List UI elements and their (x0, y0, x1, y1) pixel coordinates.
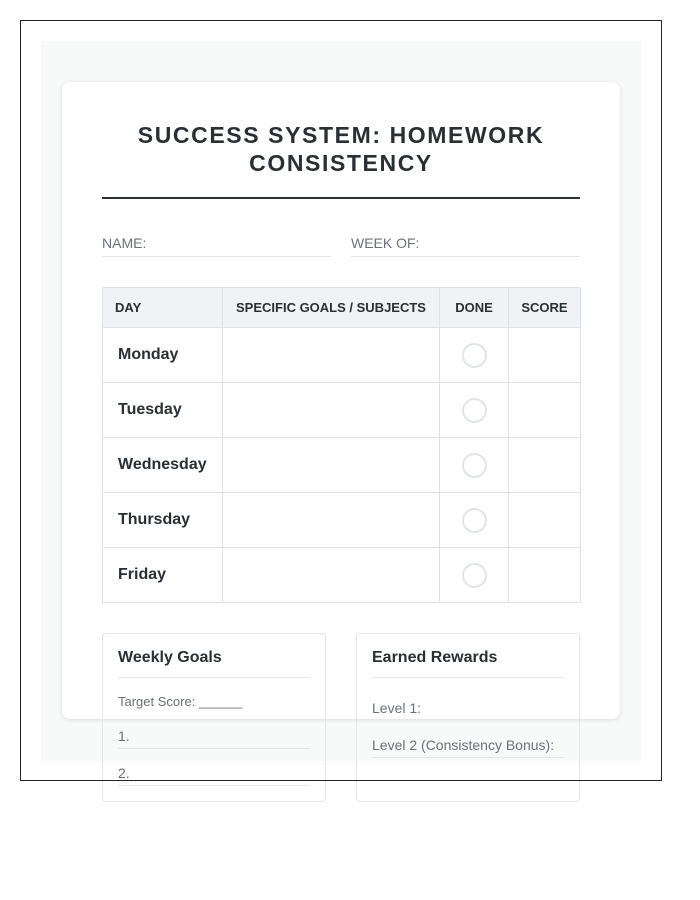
done-checkbox-circle[interactable] (462, 398, 487, 423)
target-score[interactable]: Target Score: ______ (118, 694, 243, 709)
goals-cell[interactable] (223, 493, 440, 548)
done-checkbox-circle[interactable] (462, 343, 487, 368)
score-cell[interactable] (509, 493, 581, 548)
done-cell[interactable] (440, 438, 509, 493)
week-of-field[interactable]: WEEK OF: (351, 235, 580, 257)
weekly-goals-box (102, 633, 326, 802)
goal-line-1[interactable]: 1. (118, 728, 310, 749)
goals-cell[interactable] (223, 383, 440, 438)
score-cell[interactable] (509, 383, 581, 438)
header-score: SCORE (509, 288, 581, 328)
day-name: Wednesday (103, 438, 223, 493)
homework-table (102, 287, 581, 603)
table-row (103, 383, 581, 438)
earned-rewards-title: Earned Rewards (372, 649, 564, 678)
header-day: DAY (103, 288, 223, 328)
page-title: SUCCESS SYSTEM: HOMEWORK CONSISTENCY (137, 122, 545, 176)
done-checkbox-circle[interactable] (462, 453, 487, 478)
done-checkbox-circle[interactable] (462, 508, 487, 533)
day-name: Friday (103, 548, 223, 603)
day-name: Monday (103, 328, 223, 383)
header-goals: SPECIFIC GOALS / SUBJECTS (223, 288, 440, 328)
goals-cell[interactable] (223, 328, 440, 383)
title-divider (102, 197, 580, 199)
day-name: Tuesday (103, 383, 223, 438)
table-row (103, 548, 581, 603)
score-cell[interactable] (509, 328, 581, 383)
table-row (103, 493, 581, 548)
goal-line-2[interactable]: 2. (118, 765, 310, 786)
day-name: Thursday (103, 493, 223, 548)
reward-level-2[interactable]: Level 2 (Consistency Bonus): (372, 737, 564, 758)
score-cell[interactable] (509, 548, 581, 603)
goals-cell[interactable] (223, 548, 440, 603)
done-checkbox-circle[interactable] (462, 563, 487, 588)
done-cell[interactable] (440, 548, 509, 603)
header-done: DONE (440, 288, 509, 328)
done-cell[interactable] (440, 328, 509, 383)
table-row (103, 438, 581, 493)
earned-rewards-box (356, 633, 580, 802)
weekly-goals-title: Weekly Goals (118, 649, 310, 678)
score-cell[interactable] (509, 438, 581, 493)
table-row (103, 328, 581, 383)
reward-level-1[interactable]: Level 1: (372, 700, 422, 716)
done-cell[interactable] (440, 383, 509, 438)
goals-cell[interactable] (223, 438, 440, 493)
name-field[interactable]: NAME: (102, 235, 331, 257)
done-cell[interactable] (440, 493, 509, 548)
